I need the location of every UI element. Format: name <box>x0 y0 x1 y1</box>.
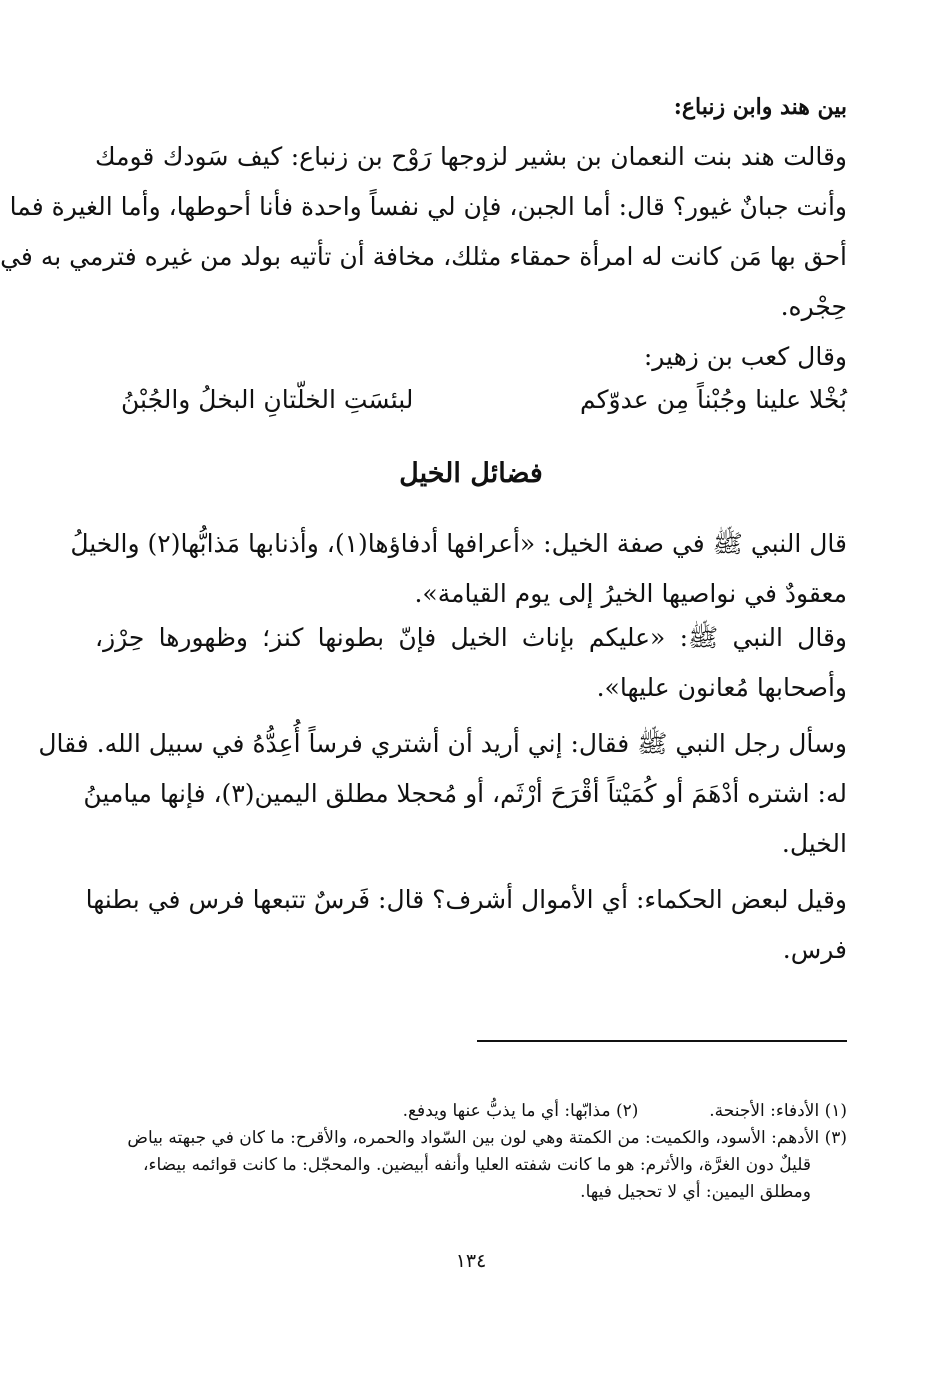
text-line: وسأل رجل النبي ﷺ فقال: إني أريد أن أشتري فرساً أُعِدُّهُ في سبيل الله. فقال <box>38 729 847 758</box>
text-line: أحق بها مَن كانت له امرأة حمقاء مثلك، مخافة أن تأتيه بولد من غيره فترمي به في <box>0 242 847 271</box>
footnote-row <box>95 1098 847 1125</box>
footnotes <box>95 1098 847 1206</box>
book-page <box>0 88 847 1358</box>
paragraph-buying-horse <box>38 729 847 859</box>
poem-intro: وقال كعب بن زهير: <box>643 342 847 371</box>
footnote-2: (٢) مذابّها: أي ما يذبُّ عنها ويدفع. <box>402 1101 639 1121</box>
text-line: له: اشتره أدْهَمَ أو كُمَيْتاً أقْرَحَ أرْثَم، أو مُحجلا مطلق اليمين(٣)، فإنها ميامينُ <box>83 779 847 808</box>
paragraph-horse-description <box>70 529 847 703</box>
footnote-divider <box>477 1040 847 1042</box>
poem-hemistich-first: بُخْلا علينا وجُبْناً مِن عدوّكم <box>579 385 847 414</box>
text-line: وقيل لبعض الحكماء: أي الأموال أشرف؟ قال: فَرسٌ تتبعها فرس في بطنها <box>85 885 847 914</box>
footnote-3-line: ومطلق اليمين: أي لا تحجيل فيها. <box>580 1182 811 1202</box>
text-line: وأصحابها مُعانون عليها». <box>596 673 847 702</box>
subheading: بين هند وابن زنباع: <box>673 94 847 120</box>
paragraph-hind <box>0 142 847 322</box>
page-number: ١٣٤ <box>455 1250 487 1272</box>
text-line: وقالت هند بنت النعمان بن بشير لزوجها رَوْح بن زنباع: كيف سَودك قومك <box>95 142 847 171</box>
text-line: الخيل. <box>781 829 847 858</box>
footnote-1: (١) الأدفاء: الأجنحة. <box>709 1101 847 1121</box>
text-line: معقودٌ في نواصيها الخيرُ إلى يوم القيامة». <box>414 579 847 608</box>
section-title: فضائل الخيل <box>399 458 543 489</box>
footnote-3-line: (٣) الأدهم: الأسود، والكميت: من الكمتة وهي لون بين السّواد والحمره، والأقرح: ما كان في جبهته بياض <box>127 1128 847 1148</box>
text-line: فرس. <box>782 935 847 964</box>
poem-hemistich-second: لبئسَتِ الخلّتانِ البخلُ والجُبْنُ <box>121 385 414 414</box>
text-line: قال النبي ﷺ في صفة الخيل: «أعرافها أدفاؤها(١)، وأذنابها مَذابُّها(٢) والخيلُ <box>70 529 847 558</box>
text-line: حِجْره. <box>780 292 847 321</box>
paragraph-sages <box>85 885 847 965</box>
text-line: وقال النبي ﷺ: «عليكم بإناث الخيل فإنّ بطونها كنز؛ وظهورها حِرْز، <box>95 623 847 652</box>
poem-verse <box>95 384 847 416</box>
text-line: وأنت جبانٌ غيور؟ قال: أما الجبن، فإن لي نفساً واحدة فأنا أحوطها، وأما الغيرة فما <box>9 192 847 221</box>
footnote-3-line: قليلٌ دون الغرَّة، والأثرم: هو ما كانت شفته العليا وأنفه أبيضين. والمحجّل: ما كانت قوائمه بيضاء، <box>142 1155 811 1175</box>
